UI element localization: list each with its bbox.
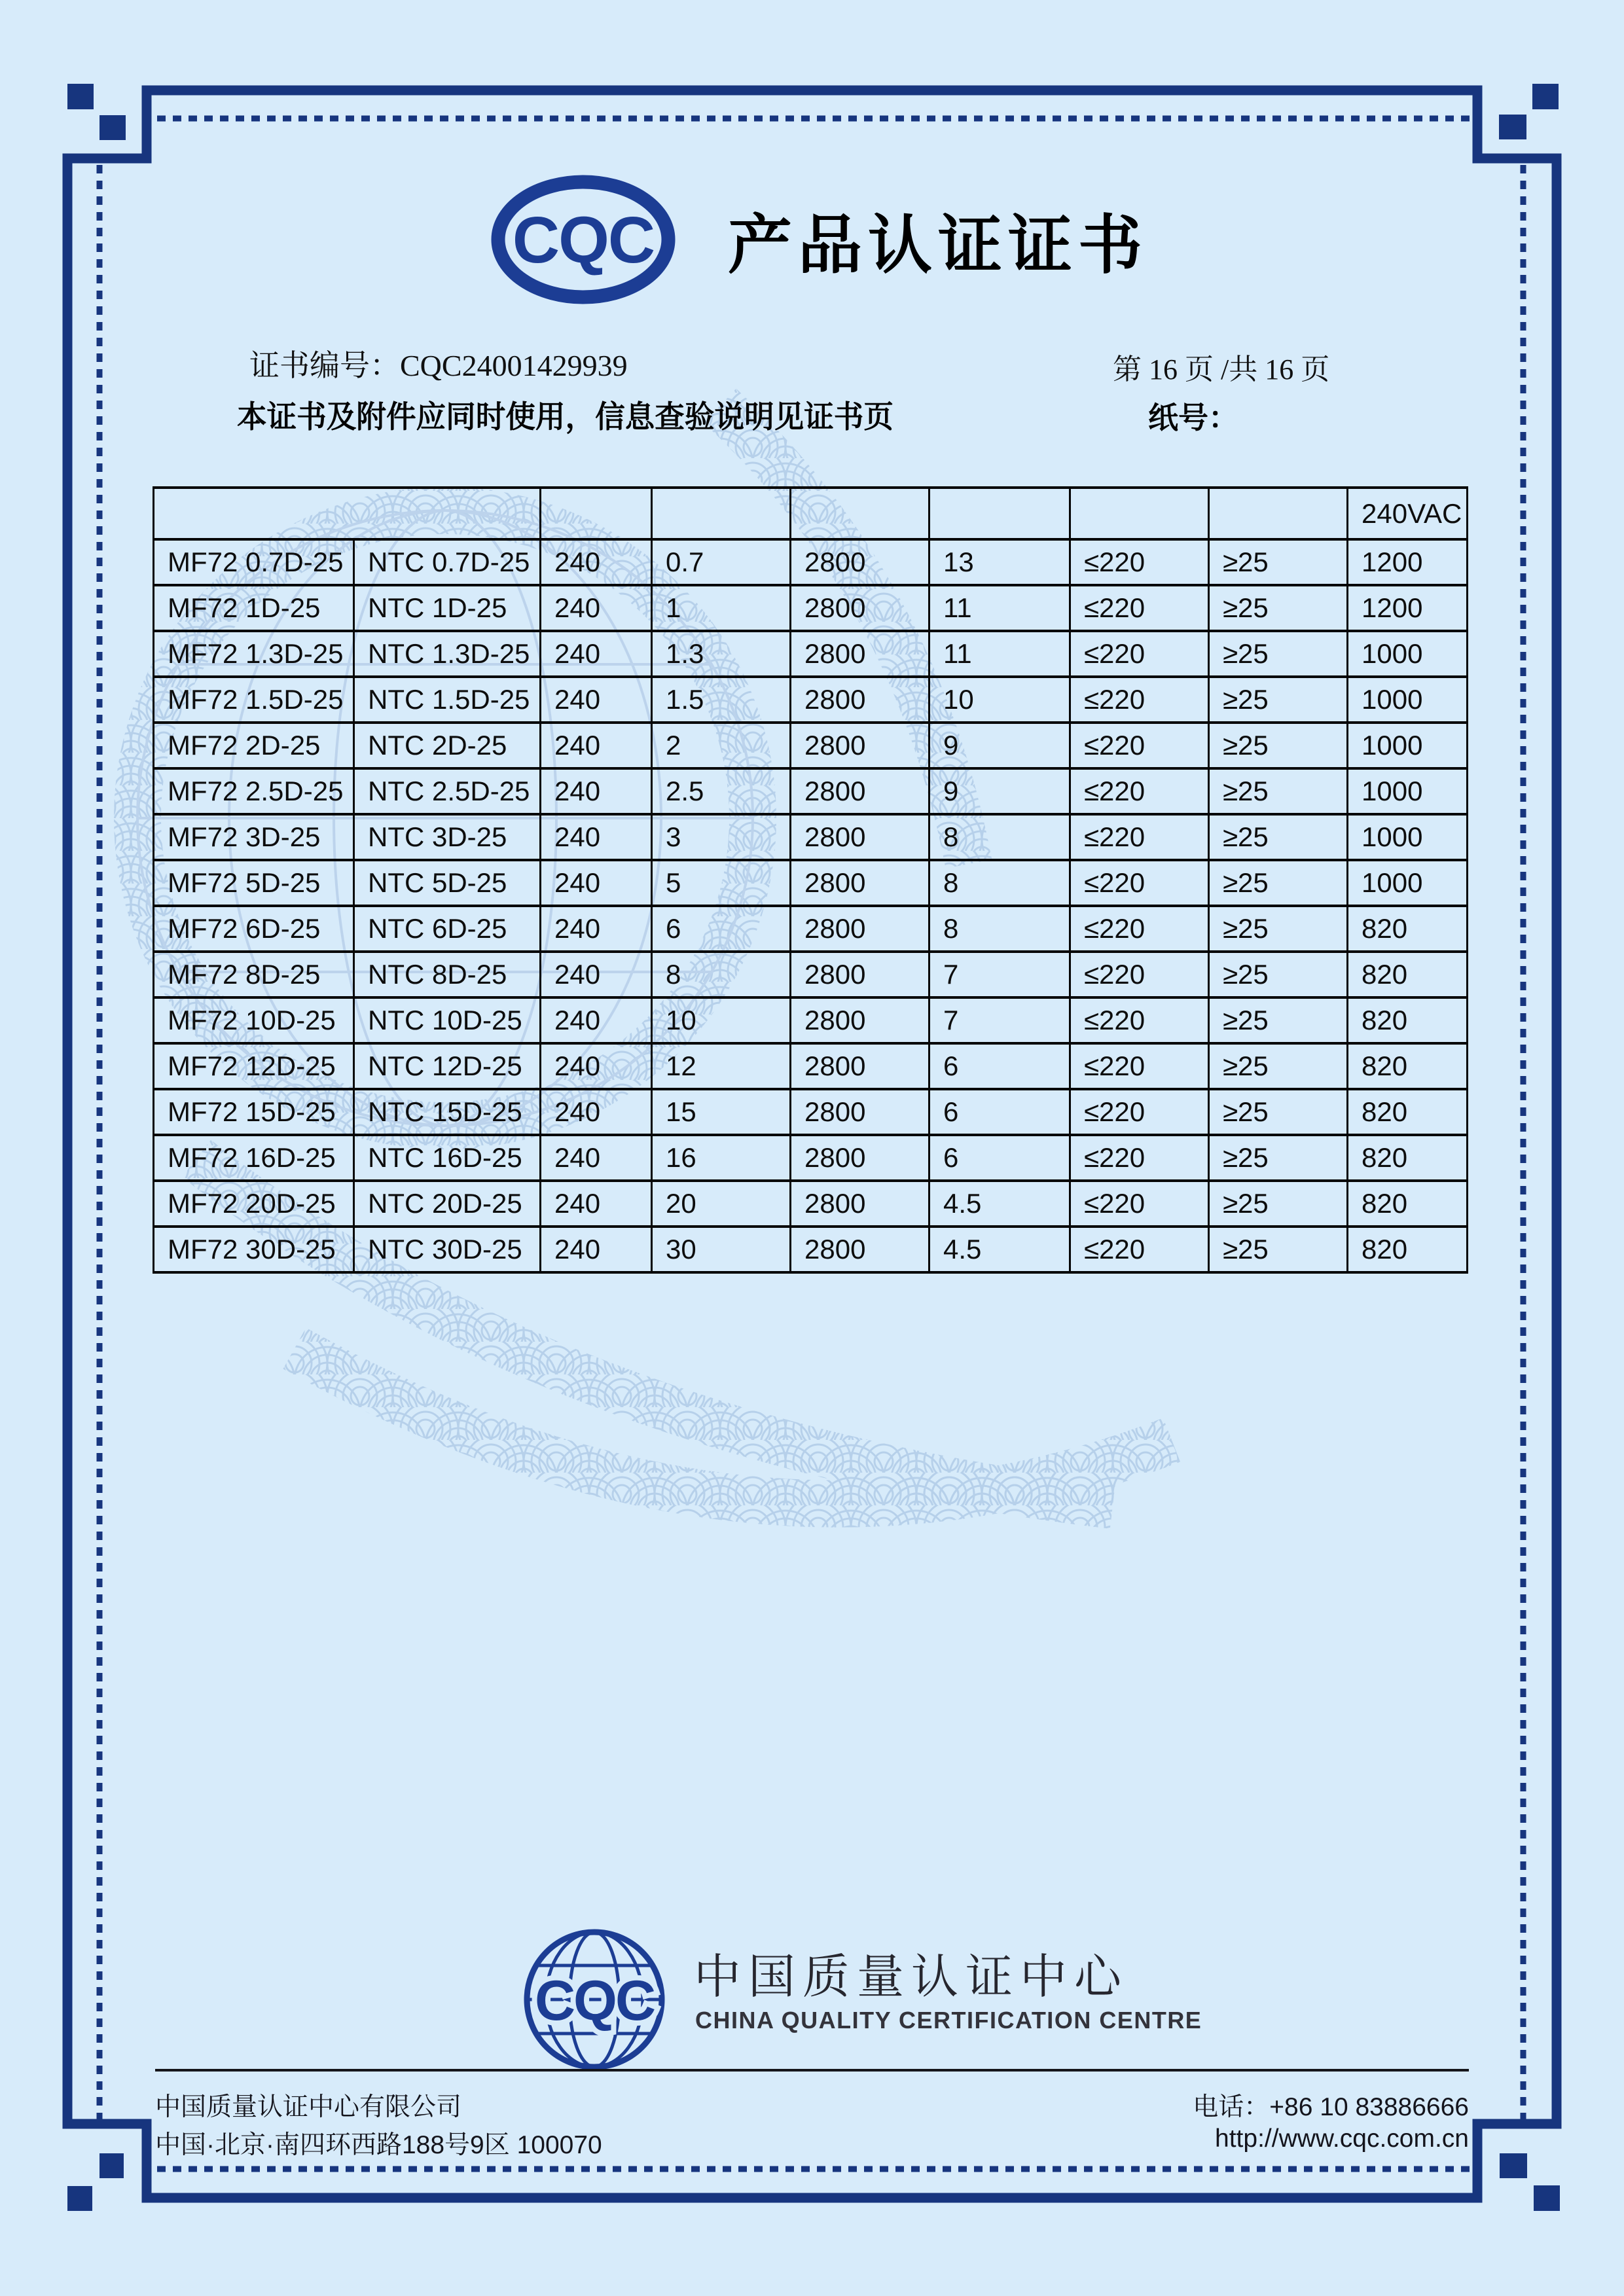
certificate-number-label: 证书编号： (249, 349, 400, 382)
table-cell: 240 (541, 952, 652, 997)
table-cell: 2 (652, 723, 791, 768)
table-row (154, 1043, 1468, 1089)
table-cell: 240 (541, 814, 652, 860)
table-cell: 240 (541, 768, 652, 814)
table-cell: 16 (652, 1135, 791, 1181)
table-cell: ≥25 (1209, 1227, 1348, 1272)
table-cell: ≤220 (1070, 860, 1209, 906)
table-cell: 240 (541, 1181, 652, 1227)
table-row (154, 1181, 1468, 1227)
footer-company: 中国质量认证中心有限公司 (155, 2093, 462, 2121)
table-row (154, 1135, 1468, 1181)
table-cell: ≤220 (1070, 677, 1209, 723)
table-cell: 2800 (791, 1135, 929, 1181)
table-cell: ≤220 (1070, 1135, 1209, 1181)
table-cell: 3 (652, 814, 791, 860)
table-cell: 240 (541, 723, 652, 768)
table-cell: 2.5 (652, 768, 791, 814)
table-cell: ≤220 (1070, 1181, 1209, 1227)
table-cell: NTC 10D-25 (354, 997, 541, 1043)
table-cell: 820 (1348, 906, 1468, 952)
table-cell: 6 (929, 1043, 1070, 1089)
table-cell: 2800 (791, 768, 929, 814)
table-cell: 8 (929, 860, 1070, 906)
table-cell: 240 (541, 585, 652, 631)
table-cell: 2800 (791, 723, 929, 768)
header-cell-empty (652, 488, 791, 539)
table-cell: 2800 (791, 677, 929, 723)
table-cell: 2800 (791, 906, 929, 952)
table-cell: 8 (929, 814, 1070, 860)
table-cell: 2800 (791, 585, 929, 631)
table-cell: 1 (652, 585, 791, 631)
table-cell: ≥25 (1209, 677, 1348, 723)
table-cell: NTC 2D-25 (354, 723, 541, 768)
table-cell: ≥25 (1209, 723, 1348, 768)
table-cell: MF72 5D-25 (154, 860, 354, 906)
table-cell: 2800 (791, 631, 929, 677)
table-row (154, 539, 1468, 585)
table-cell: MF72 8D-25 (154, 952, 354, 997)
table-cell: 2800 (791, 997, 929, 1043)
table-cell: ≥25 (1209, 814, 1348, 860)
certificate-number-row (249, 342, 628, 385)
header-cell-empty (541, 488, 652, 539)
cqc-logo-text: CQC (512, 204, 655, 277)
table-cell: ≥25 (1209, 1135, 1348, 1181)
table-cell: 2800 (791, 1227, 929, 1272)
table-cell: ≤220 (1070, 723, 1209, 768)
table-cell: 12 (652, 1043, 791, 1089)
table-cell: MF72 16D-25 (154, 1135, 354, 1181)
table-cell: MF72 1.3D-25 (154, 631, 354, 677)
table-cell: 1000 (1348, 768, 1468, 814)
table-cell: ≤220 (1070, 1089, 1209, 1135)
header-cell-240vac: 240VAC (1348, 488, 1468, 539)
table-cell: 240 (541, 997, 652, 1043)
table-row (154, 768, 1468, 814)
header-cell-empty (791, 488, 929, 539)
table-cell: ≤220 (1070, 1043, 1209, 1089)
table-cell: MF72 1.5D-25 (154, 677, 354, 723)
table-cell: NTC 1.5D-25 (354, 677, 541, 723)
cqc-oval-logo (490, 174, 677, 305)
table-cell: 1.3 (652, 631, 791, 677)
table-row (154, 860, 1468, 906)
header-cell-empty (929, 488, 1070, 539)
table-cell: 240 (541, 906, 652, 952)
table-cell: NTC 12D-25 (354, 1043, 541, 1089)
table-cell: 4.5 (929, 1181, 1070, 1227)
table-cell: 8 (929, 906, 1070, 952)
table-cell: 240 (541, 631, 652, 677)
table-cell: 820 (1348, 1043, 1468, 1089)
table-cell: 10 (652, 997, 791, 1043)
table-cell: ≥25 (1209, 585, 1348, 631)
table-cell: 6 (929, 1135, 1070, 1181)
table-cell: 1000 (1348, 723, 1468, 768)
table-row (154, 1227, 1468, 1272)
table-cell: 5 (652, 860, 791, 906)
footer-phone: 电话：+86 10 83886666 (1193, 2093, 1469, 2121)
table-cell: 2800 (791, 539, 929, 585)
table-cell: MF72 2.5D-25 (154, 768, 354, 814)
table-cell: MF72 12D-25 (154, 1043, 354, 1089)
table-cell: ≥25 (1209, 768, 1348, 814)
table-cell: 1.5 (652, 677, 791, 723)
table-cell: ≥25 (1209, 997, 1348, 1043)
table-cell: MF72 30D-25 (154, 1227, 354, 1272)
table-cell: 7 (929, 997, 1070, 1043)
table-cell: NTC 3D-25 (354, 814, 541, 860)
table-cell: ≤220 (1070, 906, 1209, 952)
table-cell: ≥25 (1209, 952, 1348, 997)
table-row (154, 997, 1468, 1043)
table-cell: 820 (1348, 997, 1468, 1043)
table-row (154, 677, 1468, 723)
cqc-globe-logo (520, 1926, 668, 2073)
table-cell: 2800 (791, 814, 929, 860)
table-cell: 240 (541, 1227, 652, 1272)
table-cell: 240 (541, 860, 652, 906)
table-cell: 11 (929, 631, 1070, 677)
table-cell: 820 (1348, 952, 1468, 997)
table-cell: NTC 6D-25 (354, 906, 541, 952)
footer-separator-line (155, 2069, 1469, 2072)
footer-website: http://www.cqc.com.cn (1215, 2125, 1469, 2153)
table-cell: 2800 (791, 1043, 929, 1089)
table-cell: 9 (929, 723, 1070, 768)
usage-note: 本证书及附件应同时使用，信息查验说明见证书页 (237, 399, 893, 434)
table-cell: 820 (1348, 1181, 1468, 1227)
table-cell: 1000 (1348, 631, 1468, 677)
table-cell: NTC 5D-25 (354, 860, 541, 906)
table-cell: 1000 (1348, 814, 1468, 860)
table-cell: MF72 1D-25 (154, 585, 354, 631)
table-row (154, 585, 1468, 631)
table-cell: 10 (929, 677, 1070, 723)
page-number-info: 第 16 页 /共 16 页 (1113, 353, 1330, 386)
table-cell: 6 (652, 906, 791, 952)
table-cell: NTC 30D-25 (354, 1227, 541, 1272)
table-cell: ≥25 (1209, 860, 1348, 906)
table-cell: NTC 1D-25 (354, 585, 541, 631)
table-row (154, 631, 1468, 677)
table-cell: MF72 15D-25 (154, 1089, 354, 1135)
product-spec-table (153, 486, 1468, 1274)
table-cell: 6 (929, 1089, 1070, 1135)
header-cell-empty (1209, 488, 1348, 539)
table-cell: 4.5 (929, 1227, 1070, 1272)
table-cell: 820 (1348, 1227, 1468, 1272)
header-cell-empty (1070, 488, 1209, 539)
table-cell: NTC 2.5D-25 (354, 768, 541, 814)
table-cell: ≥25 (1209, 1181, 1348, 1227)
table-cell: NTC 20D-25 (354, 1181, 541, 1227)
table-cell: ≤220 (1070, 768, 1209, 814)
table-cell: 1000 (1348, 677, 1468, 723)
table-cell: 11 (929, 585, 1070, 631)
header-cell-empty (154, 488, 541, 539)
table-cell: ≥25 (1209, 631, 1348, 677)
table-cell: 2800 (791, 1181, 929, 1227)
table-cell: ≥25 (1209, 906, 1348, 952)
table-cell: ≥25 (1209, 539, 1348, 585)
table-cell: NTC 8D-25 (354, 952, 541, 997)
table-row (154, 906, 1468, 952)
table-cell: 240 (541, 1135, 652, 1181)
table-cell: 7 (929, 952, 1070, 997)
table-cell: 13 (929, 539, 1070, 585)
table-body (154, 539, 1468, 1272)
table-cell: 240 (541, 539, 652, 585)
table-cell: 8 (652, 952, 791, 997)
table-cell: 0.7 (652, 539, 791, 585)
table-cell: 2800 (791, 952, 929, 997)
table-cell: ≥25 (1209, 1089, 1348, 1135)
table-row (154, 952, 1468, 997)
table-cell: 2800 (791, 860, 929, 906)
table-cell: 240 (541, 677, 652, 723)
table-row (154, 723, 1468, 768)
table-cell: 820 (1348, 1135, 1468, 1181)
paper-number-label: 纸号： (1148, 401, 1238, 435)
table-cell: ≥25 (1209, 1043, 1348, 1089)
table-cell: ≤220 (1070, 539, 1209, 585)
org-name-english: CHINA QUALITY CERTIFICATION CENTRE (695, 2007, 1202, 2034)
table-cell: ≤220 (1070, 814, 1209, 860)
table-cell: 20 (652, 1181, 791, 1227)
table-cell: MF72 6D-25 (154, 906, 354, 952)
table-cell: NTC 15D-25 (354, 1089, 541, 1135)
table-header-row (154, 488, 1468, 539)
table-cell: ≤220 (1070, 952, 1209, 997)
table-cell: 1200 (1348, 585, 1468, 631)
table-cell: ≤220 (1070, 631, 1209, 677)
org-name-chinese: 中国质量认证中心 (694, 1951, 1129, 2003)
table-cell: MF72 20D-25 (154, 1181, 354, 1227)
table-cell: 240 (541, 1089, 652, 1135)
table-cell: 240 (541, 1043, 652, 1089)
table-cell: ≤220 (1070, 997, 1209, 1043)
table-cell: MF72 2D-25 (154, 723, 354, 768)
table-cell: ≤220 (1070, 585, 1209, 631)
table-row (154, 814, 1468, 860)
table-cell: NTC 16D-25 (354, 1135, 541, 1181)
table-cell: 15 (652, 1089, 791, 1135)
table-cell: MF72 10D-25 (154, 997, 354, 1043)
table-cell: ≤220 (1070, 1227, 1209, 1272)
table-cell: MF72 0.7D-25 (154, 539, 354, 585)
table-cell: NTC 1.3D-25 (354, 631, 541, 677)
table-cell: 1000 (1348, 860, 1468, 906)
table-cell: 820 (1348, 1089, 1468, 1135)
cqc-globe-logo-text: CQC (534, 1969, 655, 2032)
table-cell: 2800 (791, 1089, 929, 1135)
table-cell: MF72 3D-25 (154, 814, 354, 860)
certificate-number-value: CQC24001429939 (400, 349, 628, 382)
footer-address: 中国·北京·南四环西路188号9区 100070 (155, 2131, 602, 2159)
table-cell: NTC 0.7D-25 (354, 539, 541, 585)
table-row (154, 1089, 1468, 1135)
page-title: 产品认证证书 (728, 209, 1149, 281)
table-cell: 9 (929, 768, 1070, 814)
table-cell: 1200 (1348, 539, 1468, 585)
table-cell: 30 (652, 1227, 791, 1272)
